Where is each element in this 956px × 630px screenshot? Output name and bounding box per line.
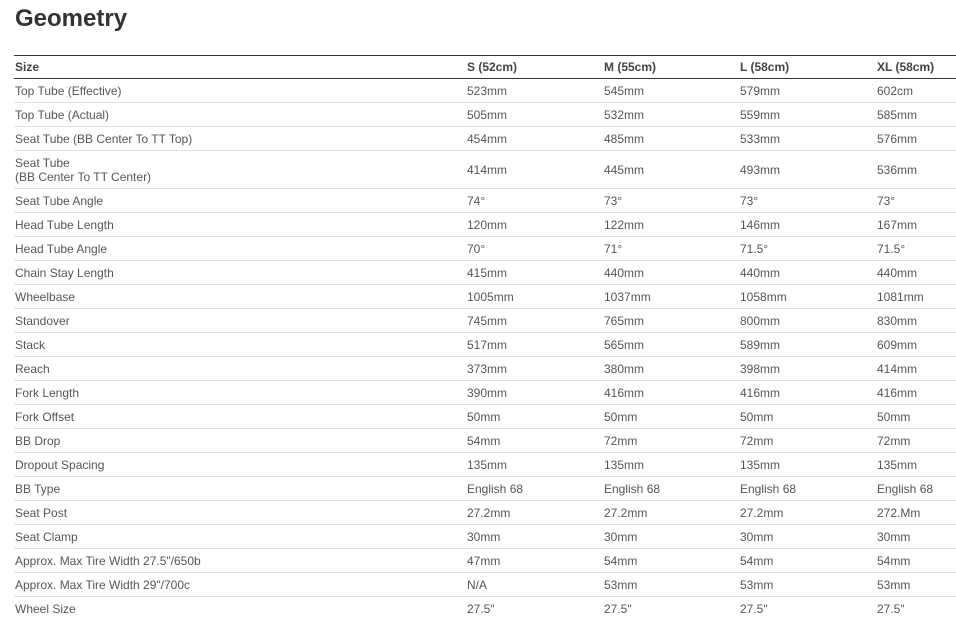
- row-label: Chain Stay Length: [15, 265, 114, 280]
- row-label-cell: [14, 333, 466, 357]
- cell-value: 122mm: [603, 213, 739, 237]
- cell-value: 47mm: [466, 549, 603, 573]
- row-label: Fork Length: [15, 385, 80, 400]
- row-label: Approx. Max Tire Width 27.5"/650b: [15, 553, 201, 568]
- cell-value: 1058mm: [739, 285, 876, 309]
- cell-value: 27.5": [467, 601, 495, 616]
- cell-value: 576mm: [876, 127, 956, 151]
- table-row: [14, 549, 956, 573]
- cell-value: 523mm: [466, 79, 603, 103]
- row-label-cell: [14, 213, 466, 237]
- table-row: [14, 477, 956, 501]
- row-label-cell: [14, 103, 466, 127]
- cell-value: 53mm: [603, 573, 739, 597]
- cell-value: 30mm: [876, 525, 956, 549]
- table-row: [14, 381, 956, 405]
- row-label-cell: [14, 453, 466, 477]
- row-label-cell: [14, 79, 466, 103]
- row-label: Seat Post: [15, 505, 68, 520]
- cell-value: 765mm: [603, 309, 739, 333]
- cell-value: 27.2mm: [603, 501, 739, 525]
- cell-value: 71.5°: [876, 237, 956, 261]
- table-row: [14, 103, 956, 127]
- header-size-xl: XL (58cm): [876, 56, 956, 79]
- cell-value: 485mm: [603, 127, 739, 151]
- cell-value: 440mm: [739, 261, 876, 285]
- cell-value: 373mm: [466, 357, 603, 381]
- cell-value: 71.5°: [739, 237, 876, 261]
- cell-value: 380mm: [603, 357, 739, 381]
- cell-value: 390mm: [466, 381, 603, 405]
- table-row: [14, 597, 956, 621]
- row-label-cell: [14, 501, 466, 525]
- row-label-cell: [14, 525, 466, 549]
- row-label-cell: [14, 189, 466, 213]
- cell-value: 579mm: [739, 79, 876, 103]
- table-row: [14, 189, 956, 213]
- cell-value: 1005mm: [466, 285, 603, 309]
- cell-value: 30mm: [739, 525, 876, 549]
- cell-value: 536mm: [876, 151, 956, 189]
- cell-value: 589mm: [739, 333, 876, 357]
- cell-value: 415mm: [466, 261, 603, 285]
- table-body: [14, 79, 956, 621]
- cell-value: 53mm: [876, 573, 956, 597]
- cell-value: 54mm: [466, 429, 603, 453]
- table-row: [14, 501, 956, 525]
- cell-value: 505mm: [466, 103, 603, 127]
- row-label-cell: [14, 309, 466, 333]
- table-row: [14, 405, 956, 429]
- table-row: [14, 309, 956, 333]
- cell-value: 27.2mm: [466, 501, 603, 525]
- cell-value: 1037mm: [603, 285, 739, 309]
- cell-value: 71°: [603, 237, 739, 261]
- row-label: Top Tube (Actual): [15, 107, 110, 122]
- table-row: [14, 237, 956, 261]
- row-label: Wheelbase: [15, 289, 76, 304]
- row-label: Head Tube Length: [15, 217, 114, 232]
- row-label: BB Type: [15, 481, 61, 496]
- row-label: Standover: [15, 313, 70, 328]
- table-row: [14, 573, 956, 597]
- header-size-l: L (58cm): [739, 56, 876, 79]
- row-label: Reach: [15, 361, 50, 376]
- cell-value: 73°: [739, 189, 876, 213]
- cell-value: 167mm: [876, 213, 956, 237]
- cell-value: 416mm: [876, 381, 956, 405]
- cell-value: 54mm: [603, 549, 739, 573]
- row-label-cell: [14, 405, 466, 429]
- cell-value: 602cm: [876, 79, 956, 103]
- row-label-cell: [14, 477, 466, 501]
- cell-value: 54mm: [876, 549, 956, 573]
- row-label: Dropout Spacing: [15, 457, 105, 472]
- header-size-m: M (55cm): [603, 56, 739, 79]
- cell-value: 800mm: [739, 309, 876, 333]
- cell-value: 545mm: [603, 79, 739, 103]
- row-label-cell: [14, 151, 466, 189]
- cell-value: 493mm: [739, 151, 876, 189]
- cell-value: 830mm: [876, 309, 956, 333]
- header-size-s: S (52cm): [466, 56, 603, 79]
- cell-value: 559mm: [739, 103, 876, 127]
- cell-value: 517mm: [466, 333, 603, 357]
- row-label: Top Tube (Effective): [15, 83, 122, 98]
- cell-value: 50mm: [603, 405, 739, 429]
- cell-value: 414mm: [876, 357, 956, 381]
- cell-value: 70°: [466, 237, 603, 261]
- cell-value: 135mm: [876, 453, 956, 477]
- cell-value: 454mm: [466, 127, 603, 151]
- table-header-row: [14, 56, 956, 79]
- cell-value: 50mm: [876, 405, 956, 429]
- header-size: Size: [14, 56, 466, 79]
- cell-value: 50mm: [466, 405, 603, 429]
- table-row: [14, 261, 956, 285]
- table-row: [14, 127, 956, 151]
- cell-value: 398mm: [739, 357, 876, 381]
- cell-value: 50mm: [739, 405, 876, 429]
- table-row: [14, 333, 956, 357]
- cell-value: 120mm: [466, 213, 603, 237]
- cell-value: 533mm: [739, 127, 876, 151]
- cell-value: 27.5": [877, 601, 905, 616]
- geometry-table: [14, 55, 956, 620]
- cell-value: 73°: [603, 189, 739, 213]
- row-label-cell: [14, 381, 466, 405]
- cell-value: 416mm: [603, 381, 739, 405]
- cell-value: English 68: [466, 477, 603, 501]
- table-row: [14, 151, 956, 189]
- cell-value: 27.5": [740, 601, 768, 616]
- cell-value: 416mm: [739, 381, 876, 405]
- table-row: [14, 525, 956, 549]
- cell-value: 135mm: [603, 453, 739, 477]
- cell-value: English 68: [603, 477, 739, 501]
- cell-value: 72mm: [739, 429, 876, 453]
- cell-value: 54mm: [739, 549, 876, 573]
- row-label-cell: [14, 573, 466, 597]
- row-label: Seat Tube Angle: [15, 193, 104, 208]
- cell-value: 27.5": [604, 601, 632, 616]
- table-row: [14, 357, 956, 381]
- cell-value: 135mm: [466, 453, 603, 477]
- cell-value: 72mm: [876, 429, 956, 453]
- table-row: [14, 285, 956, 309]
- cell-value: 74°: [466, 189, 603, 213]
- table-row: [14, 213, 956, 237]
- row-label-cell: [14, 429, 466, 453]
- row-label: Seat Tube (BB Center To TT Top): [15, 131, 193, 146]
- cell-value: 53mm: [739, 573, 876, 597]
- cell-value: 72mm: [603, 429, 739, 453]
- cell-value: 532mm: [603, 103, 739, 127]
- cell-value: 73°: [876, 189, 956, 213]
- cell-value: 1081mm: [876, 285, 956, 309]
- cell-value: 135mm: [739, 453, 876, 477]
- row-label: BB Drop: [15, 433, 61, 448]
- row-label: Approx. Max Tire Width 29"/700c: [15, 577, 191, 592]
- cell-value: English 68: [876, 477, 956, 501]
- cell-value: N/A: [466, 573, 603, 597]
- row-label-cell: [14, 285, 466, 309]
- row-label-cell: [14, 357, 466, 381]
- row-label: Head Tube Angle: [15, 241, 108, 256]
- cell-value: 146mm: [739, 213, 876, 237]
- row-label-cell: [14, 127, 466, 151]
- cell-value: 609mm: [876, 333, 956, 357]
- cell-value: 30mm: [603, 525, 739, 549]
- cell-value: 445mm: [603, 151, 739, 189]
- cell-value: 27.2mm: [739, 501, 876, 525]
- row-label: Fork Offset: [15, 409, 75, 424]
- table-row: [14, 79, 956, 103]
- cell-value: 745mm: [466, 309, 603, 333]
- row-label-cell: [14, 237, 466, 261]
- cell-value: 440mm: [876, 261, 956, 285]
- row-sublabel: (BB Center To TT Center): [15, 169, 152, 184]
- row-label: Seat Tube: [15, 155, 70, 170]
- cell-value: English 68: [739, 477, 876, 501]
- cell-value: 272.Mm: [876, 501, 956, 525]
- table-row: [14, 429, 956, 453]
- row-label-cell: [14, 549, 466, 573]
- table-row: [14, 453, 956, 477]
- cell-value: 30mm: [466, 525, 603, 549]
- row-label-cell: [14, 261, 466, 285]
- row-label: Seat Clamp: [15, 529, 78, 544]
- cell-value: 585mm: [876, 103, 956, 127]
- row-label-cell: [14, 597, 466, 621]
- row-label: Stack: [15, 337, 46, 352]
- row-label: Wheel Size: [15, 601, 76, 616]
- page-title: Geometry: [15, 5, 128, 32]
- cell-value: 414mm: [466, 151, 603, 189]
- cell-value: 440mm: [603, 261, 739, 285]
- cell-value: 565mm: [603, 333, 739, 357]
